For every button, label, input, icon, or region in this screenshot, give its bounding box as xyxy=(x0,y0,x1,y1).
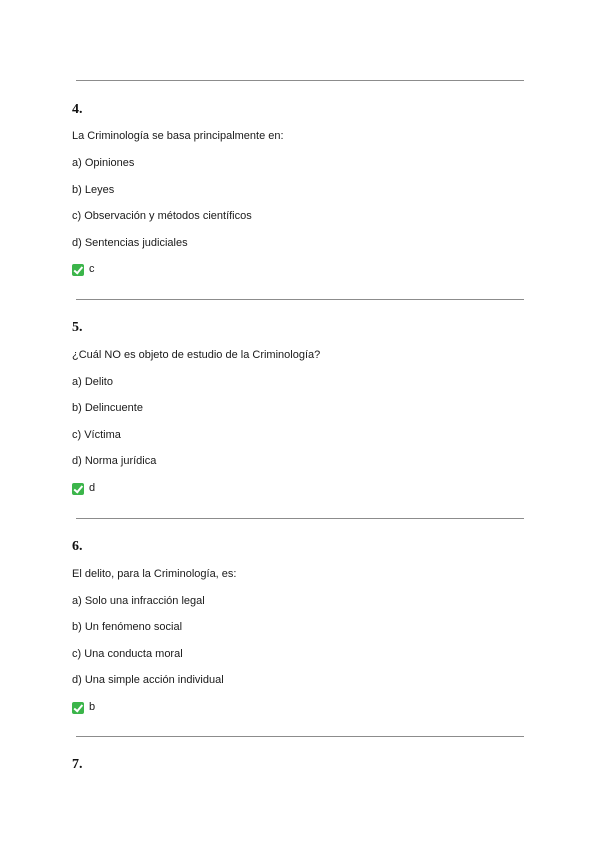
question-number: 7. xyxy=(72,757,83,772)
horizontal-rule xyxy=(76,80,524,81)
question-number: 5. xyxy=(72,320,83,335)
answer-letter: c xyxy=(89,263,95,275)
option-d: d) Norma jurídica xyxy=(72,455,157,467)
option-b: b) Un fenómeno social xyxy=(72,621,183,633)
check-mark-icon xyxy=(72,483,84,495)
horizontal-rule xyxy=(76,518,524,519)
horizontal-rule xyxy=(76,299,524,300)
option-a: a) Opiniones xyxy=(72,157,135,169)
question-number: 4. xyxy=(72,102,83,117)
option-d: d) Una simple acción individual xyxy=(72,674,224,686)
option-b: b) Delincuente xyxy=(72,402,143,414)
answer-letter: d xyxy=(89,482,96,494)
answer-line xyxy=(72,701,95,714)
question-text: El delito, para la Criminología, es: xyxy=(72,568,237,580)
option-c: c) Víctima xyxy=(72,429,121,441)
horizontal-rule xyxy=(76,736,524,737)
check-mark-icon xyxy=(72,264,84,276)
option-c: c) Observación y métodos científicos xyxy=(72,210,252,222)
answer-line xyxy=(72,263,95,276)
option-c: c) Una conducta moral xyxy=(72,648,183,660)
option-a: a) Solo una infracción legal xyxy=(72,595,205,607)
question-text: ¿Cuál NO es objeto de estudio de la Criminología? xyxy=(72,349,321,361)
answer-letter: b xyxy=(89,701,96,713)
check-mark-icon xyxy=(72,702,84,714)
question-number: 6. xyxy=(72,539,83,554)
option-d: d) Sentencias judiciales xyxy=(72,237,188,249)
option-b: b) Leyes xyxy=(72,184,115,196)
option-a: a) Delito xyxy=(72,376,113,388)
answer-line xyxy=(72,482,95,495)
question-text: La Criminología se basa principalmente en: xyxy=(72,130,284,142)
